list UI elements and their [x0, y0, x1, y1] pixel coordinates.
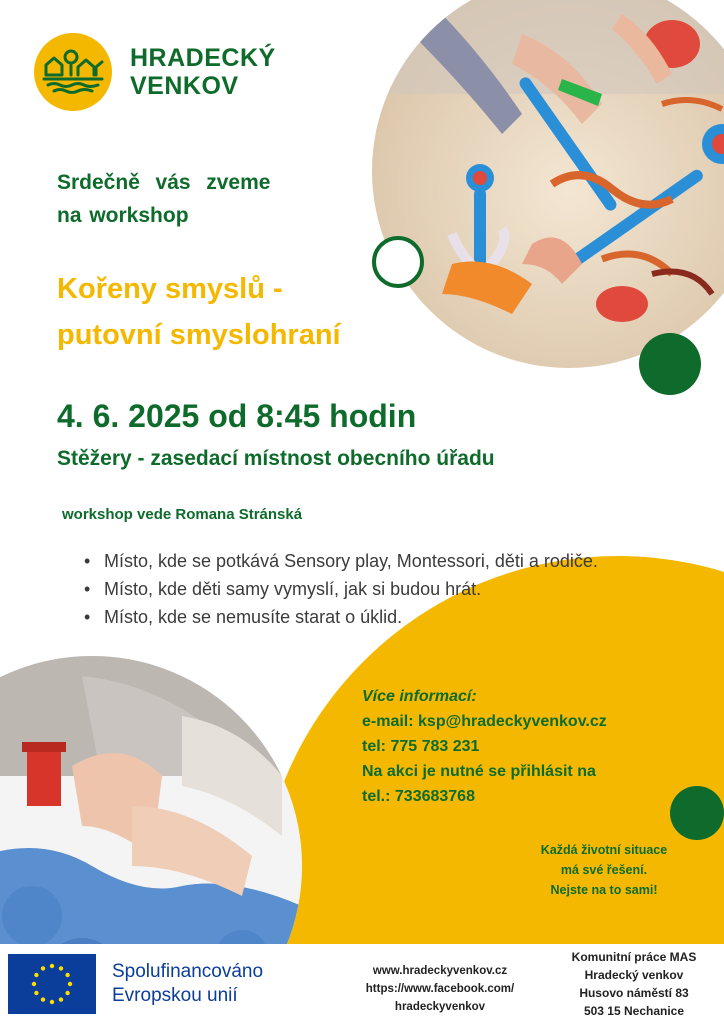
logo-line-1: HRADECKÝ [130, 44, 276, 72]
workshop-leader: workshop vede Romana Stránská [62, 506, 303, 523]
invitation-line-1: Srdečně vás zveme [57, 171, 271, 194]
registration-phone[interactable]: tel.: 733683768 [362, 788, 475, 805]
footer [0, 944, 724, 1024]
sensory-rice-photo [372, 0, 724, 368]
workshop-title-line-2: putovní smyslohraní [57, 319, 341, 351]
logo-wordmark [130, 44, 276, 100]
facebook-link-path[interactable]: hradeckyvenkov [394, 1001, 486, 1013]
invitation-text [57, 166, 270, 232]
web-links [346, 962, 534, 1016]
eu-line-1: Spolufinancováno [112, 961, 264, 982]
green-ring-decoration [372, 236, 424, 288]
motto-line-2: má své řešení. [560, 863, 648, 877]
logo [34, 33, 276, 111]
list-item: • Místo, kde se nemusíte starat o úklid. [84, 603, 598, 631]
address-line-4: 503 15 Nechanice [583, 1004, 685, 1018]
motto-line-3: Nejste na to sami! [550, 883, 658, 897]
eu-cofinancing-text [112, 960, 263, 1008]
invitation-line-2: na workshop [57, 204, 189, 227]
contact-phone[interactable]: tel: 775 783 231 [362, 738, 480, 755]
website-link[interactable]: www.hradeckyvenkov.cz [372, 965, 508, 977]
address-line-3: Husovo náměstí 83 [579, 986, 689, 1000]
organization-address [560, 948, 708, 1020]
village-houses-icon [34, 33, 112, 111]
workshop-title [57, 266, 341, 358]
list-item: • Místo, kde se potkává Sensory play, Montessori, děti a rodiče. [84, 547, 598, 575]
workshop-title-line-1: Kořeny smyslů - [57, 273, 283, 305]
motto [504, 840, 704, 900]
eu-line-2: Evropskou unií [112, 985, 238, 1006]
event-place: Stěžery - zasedací místnost obecního úřadu [57, 447, 495, 470]
address-line-1: Komunitní práce MAS [571, 950, 697, 964]
eu-flag-icon [8, 954, 96, 1014]
event-date: 4. 6. 2025 od 8:45 hodin [57, 398, 417, 434]
contact-heading: Více informací: [362, 688, 477, 705]
list-item: • Místo, kde děti samy vymyslí, jak si budou hrát. [84, 575, 598, 603]
contact-email[interactable]: e-mail: ksp@hradeckyvenkov.cz [362, 713, 607, 730]
motto-line-1: Každá životní situace [540, 843, 668, 857]
facebook-link[interactable]: https://www.facebook.com/ [365, 983, 515, 995]
green-dot-decoration [670, 786, 724, 840]
feature-list [84, 547, 598, 631]
logo-line-2: VENKOV [130, 72, 239, 100]
registration-note: Na akci je nutné se přihlásit na [362, 763, 596, 780]
address-line-2: Hradecký venkov [584, 968, 684, 982]
green-dot-decoration [639, 333, 701, 395]
contact-info [362, 684, 607, 809]
